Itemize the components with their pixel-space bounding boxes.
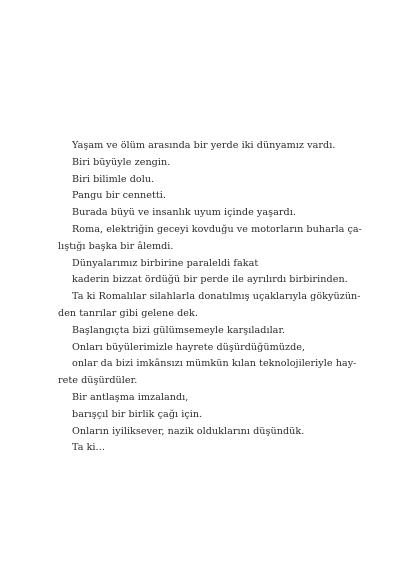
text-line: Pangu bir cennetti. bbox=[72, 190, 167, 202]
text-line: Onları büyülerimizle hayrete düşürdüğümüzde, bbox=[72, 341, 306, 353]
text-line: onlar da bizi imkânsızı mümkün kılan teknolojileriyle hay- bbox=[72, 358, 357, 370]
text-line: Ta ki… bbox=[72, 442, 106, 454]
text-line: lıştığı başka bir âlemdi. bbox=[58, 240, 174, 252]
text-line: kaderin bizzat ördüğü bir perde ile ayrılırdı birbirinden. bbox=[72, 274, 348, 286]
text-line: den tanrılar gibi gelene dek. bbox=[58, 307, 198, 319]
text-line: Bir antlaşma imzalandı, bbox=[72, 391, 189, 403]
text-line: Dünyalarımız birbirine paraleldi fakat bbox=[72, 257, 259, 269]
text-line: rete düşürdüler. bbox=[58, 375, 138, 387]
text-line: Onların iyiliksever, nazik olduklarını düşündük. bbox=[72, 425, 305, 437]
text-line: Ta ki Romalılar silahlarla donatılmış uçaklarıyla gökyüzün- bbox=[72, 291, 361, 303]
text-line: Biri büyüyle zengin. bbox=[72, 156, 171, 168]
text-line: Başlangıçta bizi gülümsemeyle karşıladılar. bbox=[72, 324, 286, 336]
prose-block bbox=[58, 138, 362, 457]
text-line: Biri bilimle dolu. bbox=[72, 173, 155, 185]
text-line: Burada büyü ve insanlık uyum içinde yaşardı. bbox=[72, 207, 296, 219]
text-line: Roma, elektriğin geceyi kovduğu ve motorların buharla ça- bbox=[72, 223, 362, 235]
text-line: Yaşam ve ölüm arasında bir yerde iki dünyamız vardı. bbox=[72, 140, 336, 151]
text-line: barışçıl bir birlik çağı için. bbox=[72, 408, 203, 420]
